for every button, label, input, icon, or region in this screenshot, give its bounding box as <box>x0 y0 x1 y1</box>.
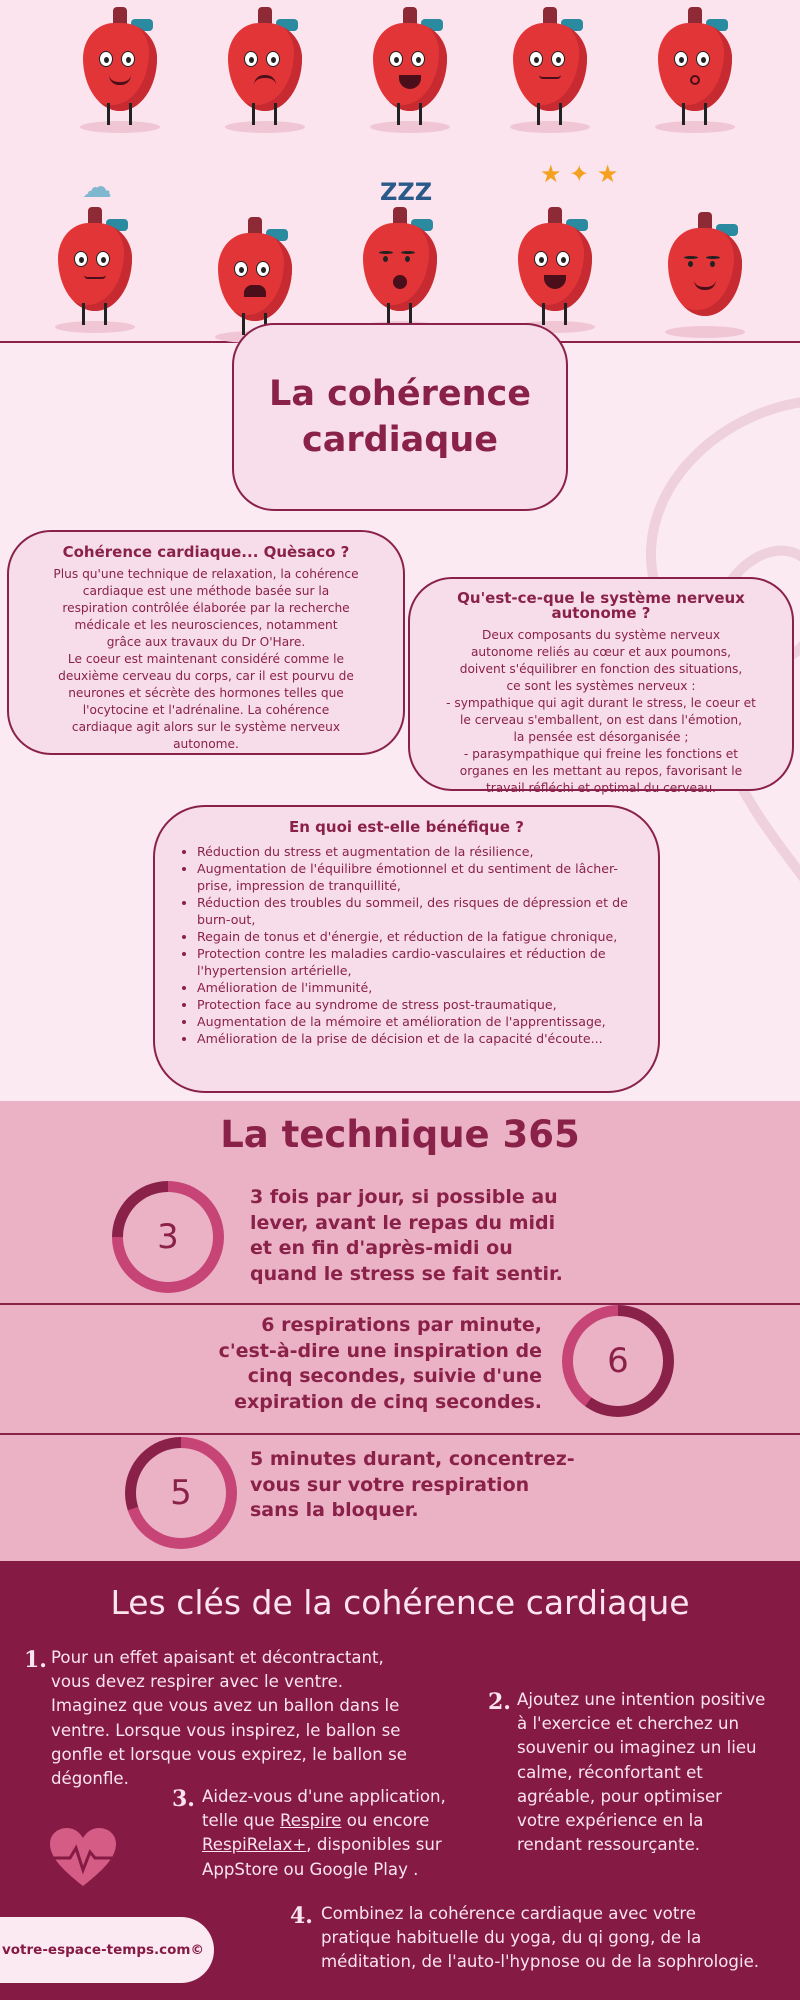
nervous-system-heading: Qu'est-ce-que le système nerveux autonome ? <box>457 589 745 622</box>
list-item: • Réduction des troubles du sommeil, des risques de dépression et de burn-out, <box>197 894 638 928</box>
list-item: • Augmentation de la mémoire et amélioration de l'apprentissage, <box>197 1013 638 1030</box>
heart-character-icon <box>500 205 610 335</box>
technique-section <box>0 1101 800 1561</box>
quesako-heading: Cohérence cardiaque... Quèsaco ? <box>62 543 350 561</box>
heartbeat-logo-icon <box>50 1828 116 1888</box>
heart-character-icon <box>355 5 465 135</box>
question-cloud-icon: ☁ <box>82 170 112 205</box>
heart-character-icon <box>65 5 175 135</box>
benefits-box <box>153 805 660 1093</box>
key-2-text: Ajoutez une intention positive à l'exercice et cherchez un souvenir ou imaginez un lieu calme, réconfortant et agréable, pour optimiser votre expérience en la rendant ressourçante. <box>517 1690 766 1855</box>
key-3-number: 3. <box>172 1786 195 1812</box>
heart-character-icon <box>345 205 455 335</box>
title-box <box>232 323 568 511</box>
stars-icon: ★ ✦ ★ <box>540 160 619 188</box>
list-item: • Regain de tonus et d'énergie, et réduction de la fatigue chronique, <box>197 928 638 945</box>
page-title <box>269 371 531 463</box>
list-item: • Protection contre les maladies cardio-vasculaires et réduction de l'hypertension artérielle, <box>197 945 638 979</box>
key-3-text: Aidez-vous d'une application, telle que Respire ou encore RespiRelax+, disponibles sur AppStore ou Google Play . <box>202 1787 446 1879</box>
step-6-text: 6 respirations par minute, c'est-à-dire une inspiration de cinq secondes, suivie d'une expiration de cinq secondes. <box>218 1314 542 1413</box>
step-5-number: 5 <box>136 1448 226 1538</box>
key-2-number: 2. <box>488 1689 511 1715</box>
divider <box>0 1303 800 1305</box>
page-title-line1: La cohérence <box>269 374 531 414</box>
respirelax-link[interactable]: RespiRelax+ <box>202 1835 307 1855</box>
heart-character-icon <box>210 5 320 135</box>
key-4-number: 4. <box>290 1903 313 1929</box>
step-3-number: 3 <box>123 1192 213 1282</box>
respire-link[interactable]: Respire <box>279 1811 342 1831</box>
list-item: • Amélioration de l'immunité, <box>197 979 638 996</box>
keys-title: Les clés de la cohérence cardiaque <box>110 1583 690 1622</box>
heart-character-icon <box>650 210 760 340</box>
list-item: • Amélioration de la prise de décision et de la capacité d'écoute... <box>197 1030 638 1047</box>
heart-character-icon <box>495 5 605 135</box>
step-6-ring <box>562 1305 674 1417</box>
step-3-ring <box>112 1181 224 1293</box>
nervous-system-box <box>408 577 794 795</box>
list-item: • Protection face au syndrome de stress post-traumatique, <box>197 996 638 1013</box>
heart-character-icon <box>40 205 150 335</box>
step-3-text: 3 fois par jour, si possible au lever, avant le repas du midi et en fin d'après-midi ou quand le stress se fait sentir. <box>250 1186 563 1285</box>
divider <box>0 1433 800 1435</box>
heart-character-icon <box>640 5 750 135</box>
step-6-number: 6 <box>573 1316 663 1406</box>
sleep-zzz-icon: ZZZ <box>380 178 433 206</box>
list-item: • Réduction du stress et augmentation de la résilience, <box>197 843 638 860</box>
step-5-ring <box>125 1437 237 1549</box>
hearts-illustration <box>0 0 800 343</box>
key-4-text: Combinez la cohérence cardiaque avec votre pratique habituelle du yoga, du qi gong, de la méditation, de l'auto-l'hypnose ou de la sophrologie. <box>321 1904 760 1972</box>
technique-title: La technique 365 <box>220 1113 580 1156</box>
key-1-text: Pour un effet apaisant et décontractant, vous devez respirer avec le ventre. Imaginez que vous avez un ballon dans le ventre. Lorsque vous inspirez, le ballon se gonfle et lorsque vous expirez, le ballon se dégonfle. <box>51 1648 407 1789</box>
nervous-system-text: Deux composants du système nerveux autonome reliés au cœur et aux poumons, doivent s'équilibrer en fonction des situations, ce sont les systèmes nerveux : - sympathique qui agit durant le stress, le coeur et le cerveau s'emballent, on est dans l'émotion, la pensée est désorganisée ; - parasympathique qui freine les fonctions et organes en les mettant au repos, favorisant le travail réfléchi et optimal du cerveau. <box>446 628 756 795</box>
quesako-text: Plus qu'une technique de relaxation, la cohérence cardiaque est une méthode basée sur la respiration contrôlée élaborée par la recherche médicale et les neurosciences, notamment grâce aux travaux du Dr O'Hare. Le coeur est maintenant considéré comme le deuxième cerveau du corps, car il est pourvu de neurones et sécrète des hormones telles que l'ocytocine et l'adrénaline. La cohérence cardiaque agit alors sur le système nerveux autonome. <box>53 567 359 751</box>
quesako-box <box>7 530 405 755</box>
benefits-heading: En quoi est-elle bénéfique ? <box>289 818 524 836</box>
brand-label[interactable]: votre-espace-temps.com© <box>0 1917 214 1983</box>
benefits-list <box>175 843 638 1047</box>
list-item: • Augmentation de l'équilibre émotionnel et du sentiment de lâcher-prise, impression de tranquillité, <box>197 860 638 894</box>
step-5-text: 5 minutes durant, concentrez- vous sur votre respiration sans la bloquer. <box>250 1448 575 1521</box>
page-title-line2: cardiaque <box>301 420 498 460</box>
key-1-number: 1. <box>24 1647 47 1673</box>
